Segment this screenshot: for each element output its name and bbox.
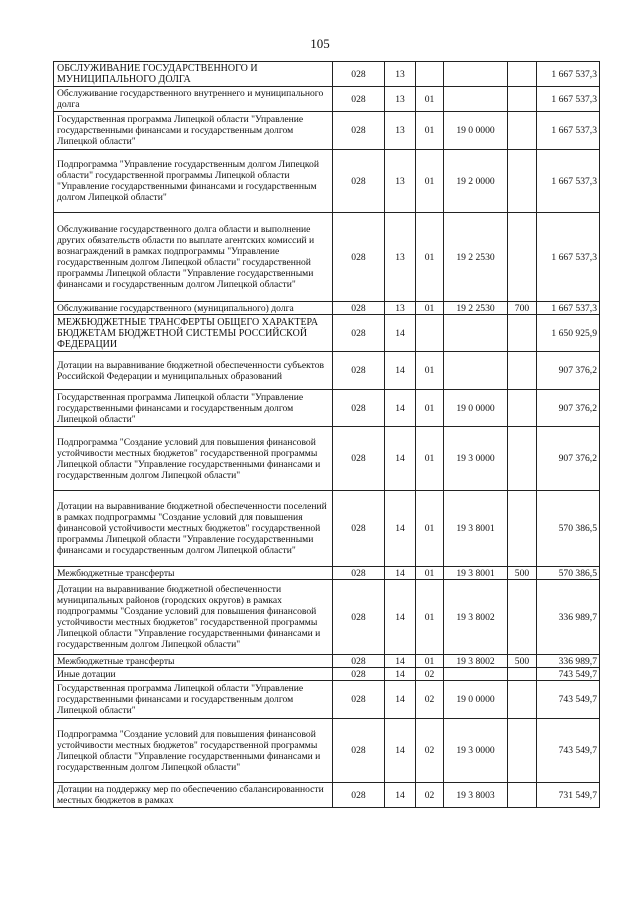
page-number: 105 [310,36,330,51]
table-row [54,719,600,783]
row-subsection-code: 01 [416,580,444,655]
row-amount: 731 549,7 [537,783,600,808]
row-section-code: 13 [385,62,416,87]
row-expense-type [508,783,537,808]
table-row [54,62,600,87]
row-name: Обслуживание государственного внутреннего и муниципального долга [54,87,333,112]
row-amount: 1 667 537,3 [537,87,600,112]
row-amount: 1 650 925,9 [537,315,600,352]
row-amount: 1 667 537,3 [537,62,600,87]
row-code: 028 [333,302,385,315]
row-target-code: 19 0 0000 [444,681,508,719]
row-amount: 1 667 537,3 [537,112,600,150]
row-name: Подпрограмма "Создание условий для повышения финансовой устойчивости местных бюджетов" государственной программы Липецкой области "Управление государственными финансами и государственным долгом Липецкой области" [54,719,333,783]
row-section-code: 13 [385,213,416,302]
row-code: 028 [333,87,385,112]
row-name: Государственная программа Липецкой области "Управление государственными финансами и государственным долгом Липецкой области" [54,112,333,150]
row-section-code: 13 [385,87,416,112]
row-expense-type [508,315,537,352]
row-name: Обслуживание государственного долга области и выполнение других обязательств области по выплате агентских комиссий и вознаграждений в рамках подпрограммы "Управление государственным долгом Липецкой области" государственной программы Липецкой области "Управление государственными финансами и государственным долгом Липецкой области" [54,213,333,302]
row-subsection-code: 01 [416,655,444,668]
row-amount: 570 386,5 [537,491,600,567]
row-target-code: 19 2 2530 [444,213,508,302]
row-subsection-code: 01 [416,491,444,567]
row-section-code: 14 [385,783,416,808]
row-target-code: 19 3 8002 [444,580,508,655]
row-subsection-code: 01 [416,567,444,580]
row-expense-type [508,352,537,390]
row-section-code: 14 [385,315,416,352]
row-code: 028 [333,62,385,87]
row-target-code: 19 3 8002 [444,655,508,668]
row-target-code: 19 3 8003 [444,783,508,808]
row-section-code: 14 [385,655,416,668]
row-name: Государственная программа Липецкой области "Управление государственными финансами и государственным долгом Липецкой области" [54,681,333,719]
row-expense-type [508,668,537,681]
row-section-code: 14 [385,352,416,390]
row-subsection-code: 02 [416,668,444,681]
row-subsection-code [416,62,444,87]
table-row [54,315,600,352]
table-row [54,87,600,112]
row-name: Подпрограмма "Управление государственным долгом Липецкой области" государственной программы Липецкой области "Управление государственными финансами и государственным долгом Липецкой области" [54,150,333,213]
row-name: Дотации на выравнивание бюджетной обеспеченности поселений в рамках подпрограммы "Создание условий для повышения финансовой устойчивости местных бюджетов" государственной программы Липецкой области "Управление государственными финансами и государственным долгом Липецкой области" [54,491,333,567]
row-code: 028 [333,390,385,427]
row-expense-type [508,427,537,491]
row-target-code: 19 3 8001 [444,491,508,567]
table-row [54,681,600,719]
row-target-code: 19 0 0000 [444,390,508,427]
row-code: 028 [333,681,385,719]
row-expense-type [508,681,537,719]
row-subsection-code: 01 [416,352,444,390]
row-expense-type: 700 [508,302,537,315]
row-amount: 1 667 537,3 [537,150,600,213]
row-target-code: 19 3 0000 [444,719,508,783]
table-row [54,655,600,668]
table-row [54,302,600,315]
table-row [54,567,600,580]
row-name: Дотации на выравнивание бюджетной обеспеченности муниципальных районов (городских округов) в рамках подпрограммы "Создание условий для повышения финансовой устойчивости местных бюджетов" государственной программы Липецкой области "Управление государственными финансами и государственным долгом Липецкой области" [54,580,333,655]
row-code: 028 [333,315,385,352]
row-section-code: 14 [385,427,416,491]
row-amount: 1 667 537,3 [537,213,600,302]
row-target-code [444,668,508,681]
row-expense-type: 500 [508,655,537,668]
row-amount: 907 376,2 [537,390,600,427]
row-section-code: 14 [385,719,416,783]
row-amount: 907 376,2 [537,427,600,491]
row-subsection-code: 02 [416,719,444,783]
row-section-code: 13 [385,150,416,213]
row-section-code: 14 [385,567,416,580]
table-row [54,491,600,567]
row-target-code: 19 3 0000 [444,427,508,491]
row-expense-type [508,62,537,87]
row-name: МЕЖБЮДЖЕТНЫЕ ТРАНСФЕРТЫ ОБЩЕГО ХАРАКТЕРА БЮДЖЕТАМ БЮДЖЕТНОЙ СИСТЕМЫ РОССИЙСКОЙ ФЕДЕРАЦИИ [54,315,333,352]
row-subsection-code: 01 [416,427,444,491]
table-row [54,213,600,302]
row-name: Межбюджетные трансферты [54,655,333,668]
row-section-code: 14 [385,491,416,567]
row-target-code [444,62,508,87]
row-target-code: 19 2 0000 [444,150,508,213]
row-expense-type [508,580,537,655]
budget-table-body [54,62,600,808]
row-expense-type [508,719,537,783]
row-name: Дотации на выравнивание бюджетной обеспеченности субъектов Российской Федерации и муниципальных образований [54,352,333,390]
row-code: 028 [333,112,385,150]
row-amount: 743 549,7 [537,719,600,783]
row-amount: 907 376,2 [537,352,600,390]
row-code: 028 [333,580,385,655]
row-target-code [444,352,508,390]
table-row [54,668,600,681]
row-subsection-code: 01 [416,390,444,427]
row-name: ОБСЛУЖИВАНИЕ ГОСУДАРСТВЕННОГО И МУНИЦИПАЛЬНОГО ДОЛГА [54,62,333,87]
row-subsection-code: 02 [416,783,444,808]
row-expense-type [508,491,537,567]
row-expense-type [508,213,537,302]
row-amount: 570 386,5 [537,567,600,580]
row-code: 028 [333,719,385,783]
row-name: Межбюджетные трансферты [54,567,333,580]
row-subsection-code: 01 [416,213,444,302]
row-target-code: 19 3 8001 [444,567,508,580]
row-section-code: 14 [385,390,416,427]
row-expense-type [508,390,537,427]
table-row [54,580,600,655]
table-row [54,352,600,390]
row-subsection-code: 01 [416,112,444,150]
row-code: 028 [333,668,385,681]
row-code: 028 [333,491,385,567]
row-code: 028 [333,427,385,491]
row-target-code: 19 0 0000 [444,112,508,150]
row-target-code [444,87,508,112]
table-row [54,783,600,808]
row-name: Обслуживание государственного (муниципального) долга [54,302,333,315]
row-expense-type [508,150,537,213]
table-row [54,427,600,491]
table-row [54,150,600,213]
row-code: 028 [333,352,385,390]
row-section-code: 14 [385,681,416,719]
row-subsection-code: 01 [416,150,444,213]
row-target-code: 19 2 2530 [444,302,508,315]
budget-table [53,61,600,808]
row-name: Подпрограмма "Создание условий для повышения финансовой устойчивости местных бюджетов" государственной программы Липецкой области "Управление государственными финансами и государственным долгом Липецкой области" [54,427,333,491]
row-section-code: 14 [385,580,416,655]
row-amount: 336 989,7 [537,580,600,655]
row-expense-type: 500 [508,567,537,580]
row-amount: 743 549,7 [537,681,600,719]
row-section-code: 14 [385,668,416,681]
row-section-code: 13 [385,302,416,315]
table-row [54,390,600,427]
table-row [54,112,600,150]
row-subsection-code: 02 [416,681,444,719]
row-name: Государственная программа Липецкой области "Управление государственными финансами и государственным долгом Липецкой области" [54,390,333,427]
row-name: Иные дотации [54,668,333,681]
row-name: Дотации на поддержку мер по обеспечению сбалансированности местных бюджетов в рамках [54,783,333,808]
row-code: 028 [333,783,385,808]
row-expense-type [508,87,537,112]
row-amount: 743 549,7 [537,668,600,681]
row-section-code: 13 [385,112,416,150]
row-code: 028 [333,213,385,302]
row-code: 028 [333,150,385,213]
row-expense-type [508,112,537,150]
row-subsection-code: 01 [416,87,444,112]
row-code: 028 [333,655,385,668]
row-subsection-code: 01 [416,302,444,315]
row-target-code [444,315,508,352]
row-amount: 336 989,7 [537,655,600,668]
row-subsection-code [416,315,444,352]
row-code: 028 [333,567,385,580]
row-amount: 1 667 537,3 [537,302,600,315]
